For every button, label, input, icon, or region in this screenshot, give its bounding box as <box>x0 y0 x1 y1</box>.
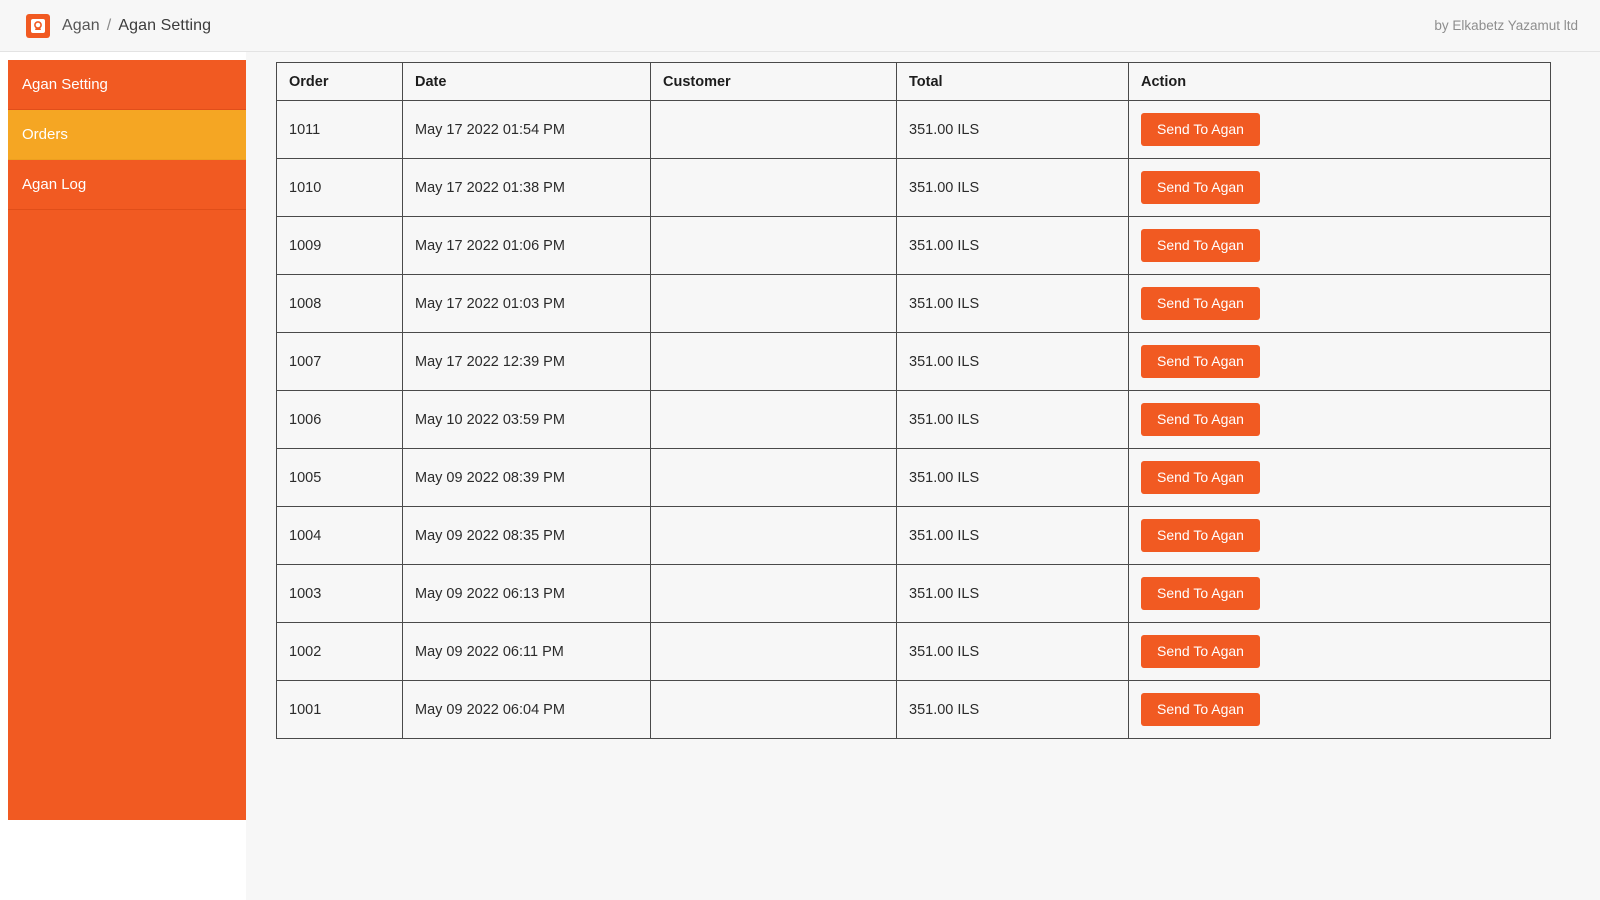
cell-date: May 09 2022 06:11 PM <box>403 623 651 681</box>
table-row <box>277 681 1551 739</box>
table-row <box>277 623 1551 681</box>
cell-customer <box>651 159 897 217</box>
cell-action <box>1129 217 1551 275</box>
sidebar-item-label: Agan Setting <box>22 76 108 93</box>
cell-total: 351.00 ILS <box>897 217 1129 275</box>
cell-total: 351.00 ILS <box>897 623 1129 681</box>
breadcrumb-root[interactable]: Agan <box>62 16 100 34</box>
cell-action <box>1129 623 1551 681</box>
table-row <box>277 333 1551 391</box>
send-to-agan-button[interactable]: Send To Agan <box>1141 229 1260 262</box>
send-to-agan-button[interactable]: Send To Agan <box>1141 577 1260 610</box>
table-header-row <box>277 63 1551 101</box>
cell-customer <box>651 391 897 449</box>
agan-logo-icon <box>26 14 50 38</box>
breadcrumb-separator: / <box>106 16 112 34</box>
cell-action <box>1129 507 1551 565</box>
cell-total: 351.00 ILS <box>897 565 1129 623</box>
cell-order: 1011 <box>277 101 403 159</box>
send-to-agan-button[interactable]: Send To Agan <box>1141 693 1260 726</box>
cell-customer <box>651 275 897 333</box>
column-header-action: Action <box>1129 63 1551 101</box>
cell-customer <box>651 217 897 275</box>
cell-action <box>1129 101 1551 159</box>
cell-total: 351.00 ILS <box>897 507 1129 565</box>
send-to-agan-button[interactable]: Send To Agan <box>1141 113 1260 146</box>
cell-action <box>1129 681 1551 739</box>
send-to-agan-button[interactable]: Send To Agan <box>1141 171 1260 204</box>
column-header-order: Order <box>277 63 403 101</box>
send-to-agan-button[interactable]: Send To Agan <box>1141 403 1260 436</box>
cell-date: May 17 2022 01:03 PM <box>403 275 651 333</box>
cell-order: 1010 <box>277 159 403 217</box>
vendor-credit: by Elkabetz Yazamut ltd <box>1434 18 1578 33</box>
breadcrumb-current: Agan Setting <box>118 16 212 34</box>
send-to-agan-button[interactable]: Send To Agan <box>1141 287 1260 320</box>
cell-date: May 10 2022 03:59 PM <box>403 391 651 449</box>
cell-action <box>1129 333 1551 391</box>
cell-customer <box>651 507 897 565</box>
send-to-agan-button[interactable]: Send To Agan <box>1141 345 1260 378</box>
orders-table <box>276 62 1551 739</box>
cell-order: 1001 <box>277 681 403 739</box>
send-to-agan-button[interactable]: Send To Agan <box>1141 635 1260 668</box>
cell-total: 351.00 ILS <box>897 681 1129 739</box>
body-wrap <box>0 52 1600 900</box>
cell-order: 1006 <box>277 391 403 449</box>
cell-order: 1003 <box>277 565 403 623</box>
cell-customer <box>651 449 897 507</box>
cell-action <box>1129 565 1551 623</box>
table-row <box>277 159 1551 217</box>
table-row <box>277 275 1551 333</box>
cell-date: May 09 2022 08:35 PM <box>403 507 651 565</box>
cell-total: 351.00 ILS <box>897 275 1129 333</box>
column-header-date: Date <box>403 63 651 101</box>
cell-order: 1005 <box>277 449 403 507</box>
cell-customer <box>651 681 897 739</box>
table-row <box>277 391 1551 449</box>
orders-table-body <box>277 101 1551 739</box>
cell-date: May 17 2022 01:06 PM <box>403 217 651 275</box>
table-row <box>277 565 1551 623</box>
table-row <box>277 217 1551 275</box>
content-panel <box>246 52 1600 900</box>
table-row <box>277 449 1551 507</box>
cell-customer <box>651 565 897 623</box>
sidebar-item-agan-log[interactable] <box>8 160 246 210</box>
cell-action <box>1129 159 1551 217</box>
cell-order: 1007 <box>277 333 403 391</box>
cell-date: May 09 2022 08:39 PM <box>403 449 651 507</box>
cell-date: May 17 2022 12:39 PM <box>403 333 651 391</box>
send-to-agan-button[interactable]: Send To Agan <box>1141 461 1260 494</box>
cell-date: May 09 2022 06:04 PM <box>403 681 651 739</box>
cell-total: 351.00 ILS <box>897 449 1129 507</box>
breadcrumb <box>62 17 211 35</box>
sidebar-item-agan-setting[interactable] <box>8 60 246 110</box>
cell-date: May 17 2022 01:54 PM <box>403 101 651 159</box>
sidebar-item-label: Agan Log <box>22 176 87 193</box>
cell-customer <box>651 333 897 391</box>
cell-total: 351.00 ILS <box>897 101 1129 159</box>
column-header-total: Total <box>897 63 1129 101</box>
cell-total: 351.00 ILS <box>897 333 1129 391</box>
column-header-customer: Customer <box>651 63 897 101</box>
cell-order: 1004 <box>277 507 403 565</box>
cell-total: 351.00 ILS <box>897 391 1129 449</box>
cell-action <box>1129 449 1551 507</box>
cell-action <box>1129 391 1551 449</box>
cell-order: 1008 <box>277 275 403 333</box>
send-to-agan-button[interactable]: Send To Agan <box>1141 519 1260 552</box>
cell-total: 351.00 ILS <box>897 159 1129 217</box>
sidebar-item-orders[interactable] <box>8 110 246 160</box>
cell-customer <box>651 623 897 681</box>
cell-action <box>1129 275 1551 333</box>
sidebar-item-label: Orders <box>22 126 68 143</box>
table-row <box>277 507 1551 565</box>
sidebar <box>8 60 246 820</box>
cell-customer <box>651 101 897 159</box>
cell-order: 1002 <box>277 623 403 681</box>
table-row <box>277 101 1551 159</box>
cell-date: May 09 2022 06:13 PM <box>403 565 651 623</box>
cell-order: 1009 <box>277 217 403 275</box>
topbar <box>0 0 1600 52</box>
cell-date: May 17 2022 01:38 PM <box>403 159 651 217</box>
